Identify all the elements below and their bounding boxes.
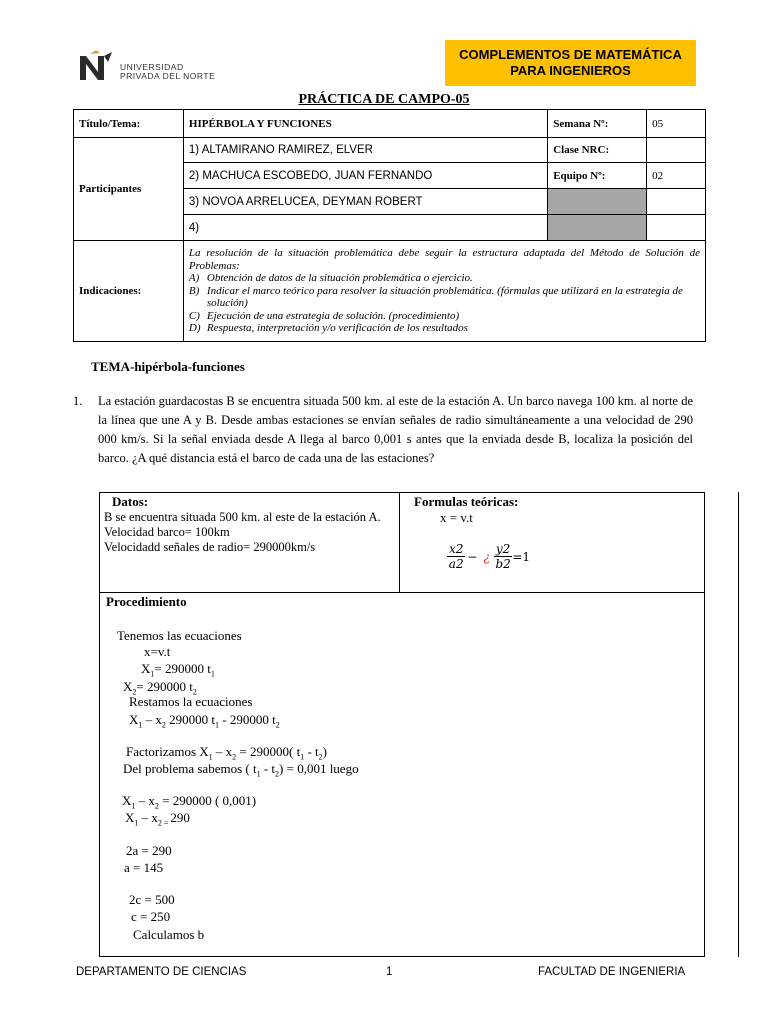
clase-value <box>647 138 706 163</box>
logo-line-2: PRIVADA DEL NORTE <box>120 71 216 81</box>
indicacion-item: B) Indicar el marco teórico para resolver la situación problemática. (fórmulas que utilizará en la estrategia de solución) <box>188 284 683 310</box>
equipo-label: Equipo Nº: <box>548 163 647 189</box>
problem-text: La estación guardacostas B se encuentra situada 500 km. al este de la estación A. Un barco navega 100 km. al norte de la línea que une A y B. Desde ambas estaciones se envían señales de radio simultáneamente a una velocidad de 290 000 km/s. Si la señal enviada desde A llega al barco 0,001 s antes que la enviada desde B, localiza la posición del barco. ¿A qué distancia está el barco de cada una de las estaciones? <box>98 394 693 465</box>
university-logo <box>78 50 248 90</box>
hyperbola-formula: x2 a2 − ¿ $\frac{y2}{b2}$ =1 <box>448 542 531 571</box>
calc-line: a = 145 <box>124 860 164 875</box>
indicacion-item: C) Ejecución de una estrategia de solución. (procedimiento) <box>188 309 460 322</box>
logo-line-1: UNIVERSIDAD <box>120 62 184 72</box>
empty-cell <box>647 215 706 241</box>
footer-page-number: 1 <box>386 966 393 978</box>
indicacion-item: A) Obtención de datos de la situación problemática o ejercicio. <box>188 272 473 285</box>
datos-heading: Datos: <box>112 494 149 509</box>
clase-label: Clase NRC: <box>548 138 647 163</box>
calc-line: 2c = 500 <box>129 892 175 907</box>
calc-line: $X_1 - x_2$ 290000 $t_1 - 290000$ $t_2$ <box>129 712 280 730</box>
right-divider <box>738 492 739 957</box>
formula-velocity: x = v.t <box>440 510 473 525</box>
problem-number: 1. <box>73 394 83 408</box>
participant-2: 2) MACHUCA ESCOBEDO, JUAN FERNANDO <box>183 163 547 189</box>
empty-gray-cell <box>548 215 647 241</box>
datos-content <box>104 510 392 555</box>
formulas-heading: Formulas teóricas: <box>414 494 519 509</box>
logo-wordmark <box>120 63 215 81</box>
calc-line: Restamos la ecuaciones <box>129 694 253 709</box>
titulo-value: HIPÉRBOLA Y FUNCIONES <box>183 110 547 138</box>
footer-left: DEPARTAMENTO DE CIENCIAS <box>76 966 247 978</box>
info-table <box>73 109 706 342</box>
calc-line: Factorizamos $X_1 - x_2 = 290000$( $t_1 - t_2$) <box>126 744 327 762</box>
participant-4: 4) <box>183 215 547 241</box>
datos-line: B se encuentra situada 500 km. al este de la estación A. <box>104 510 381 524</box>
banner-line-1: COMPLEMENTOS DE MATEMÁTICA <box>459 47 682 62</box>
calc-line: Calculamos b <box>133 927 205 942</box>
upn-logo-icon <box>78 50 116 84</box>
calc-line: 2a = 290 <box>126 843 172 858</box>
datos-line: Velocidad barco= 100km <box>104 525 230 539</box>
tema-heading: TEMA-hipérbola-funciones <box>91 359 245 374</box>
calc-line: $X_1 - x_2 = 290000$ ( 0,001) <box>122 793 257 811</box>
empty-cell <box>647 189 706 215</box>
participant-3: 3) NOVOA ARRELUCEA, DEYMAN ROBERT <box>183 189 547 215</box>
indicacion-item: D) Respuesta, interpretación y/o verificación de los resultados <box>188 322 468 335</box>
calc-line: $X_1 - x_{2 =}$ 290 <box>125 810 190 828</box>
footer-right: FACULTAD DE INGENIERIA <box>538 966 686 978</box>
datos-line: Velocidadd señales de radio= 290000km/s <box>104 540 316 554</box>
calc-line: Tenemos las ecuaciones <box>117 628 242 643</box>
fraction-y: $\frac{y2}{b2}$ <box>495 542 511 571</box>
semana-value: 05 <box>647 110 706 138</box>
empty-gray-cell <box>548 189 647 215</box>
course-banner <box>445 40 696 86</box>
participantes-label: Participantes <box>74 138 184 241</box>
calc-line: Del problema sabemos ( $t_1 - t_2) = 0,001$ luego <box>123 761 359 779</box>
calc-line: x=v.t <box>144 644 171 659</box>
fraction-x: x2 a2 <box>448 542 464 571</box>
page-title: PRÁCTICA DE CAMPO-05 <box>298 92 470 107</box>
equipo-value: 02 <box>647 163 706 189</box>
titulo-label: Título/Tema: <box>74 110 184 138</box>
procedimiento-heading: Procedimiento <box>106 594 187 609</box>
glitch-char: ¿ <box>483 549 490 564</box>
calc-line: $X_1= 290000$ $t_1$ <box>141 661 215 679</box>
indicaciones-content <box>183 241 705 342</box>
semana-label: Semana Nº: <box>548 110 647 138</box>
calc-line: c = 250 <box>131 909 171 924</box>
problem-statement <box>73 392 693 468</box>
datos-cell <box>99 492 400 593</box>
indicaciones-label: Indicaciones: <box>74 241 184 342</box>
calc-line: $X_2= 290000$ $t_2$ <box>123 679 197 697</box>
banner-line-2: PARA INGENIEROS <box>510 63 631 78</box>
indicaciones-intro: La resolución de la situación problemática debe seguir la estructura adaptada del Método de Solución de Problemas: <box>188 247 700 272</box>
formulas-cell <box>400 492 705 593</box>
participant-1: 1) ALTAMIRANO RAMIREZ, ELVER <box>183 138 547 163</box>
